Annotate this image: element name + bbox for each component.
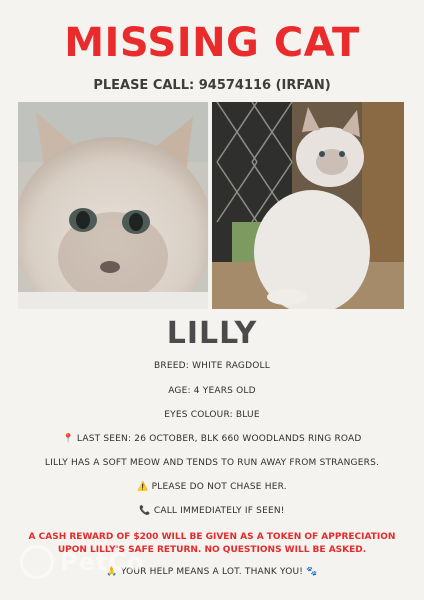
cat-name: LILLY <box>166 316 258 351</box>
poster-title: MISSING CAT <box>64 20 360 66</box>
watermark-logo-icon <box>20 545 54 579</box>
watermark <box>20 542 220 582</box>
contact-line: PLEASE CALL: 94574116 (IRFAN) <box>93 78 331 93</box>
warning-line: ⚠️ PLEASE DO NOT CHASE HER. <box>137 482 287 492</box>
age-line: AGE: 4 YEARS OLD <box>168 386 256 396</box>
breed-line: BREED: WHITE RAGDOLL <box>154 361 270 371</box>
description-line: LILLY HAS A SOFT MEOW AND TENDS TO RUN AWAY FROM STRANGERS. <box>44 458 380 468</box>
last-seen-line: 📍 LAST SEEN: 26 OCTOBER, BLK 660 WOODLANDS RING ROAD <box>62 434 362 444</box>
cat-photo-closeup <box>18 102 208 309</box>
call-if-seen-line: 📞 CALL IMMEDIATELY IF SEEN! <box>139 506 285 516</box>
reward-text: A CASH REWARD OF $200 WILL BE GIVEN AS A TOKEN OF APPRECIATION UPON LILLY'S SAFE RETURN. NO QUESTIONS WILL BE ASKED. <box>28 532 396 555</box>
watermark-text: PetCo <box>60 548 145 576</box>
cat-photo-sitting <box>212 102 404 309</box>
eyes-line: EYES COLOUR: BLUE <box>164 410 260 420</box>
thanks-line: 🙏 YOUR HELP MEANS A LOT. THANK YOU! 🐾 <box>106 567 318 577</box>
